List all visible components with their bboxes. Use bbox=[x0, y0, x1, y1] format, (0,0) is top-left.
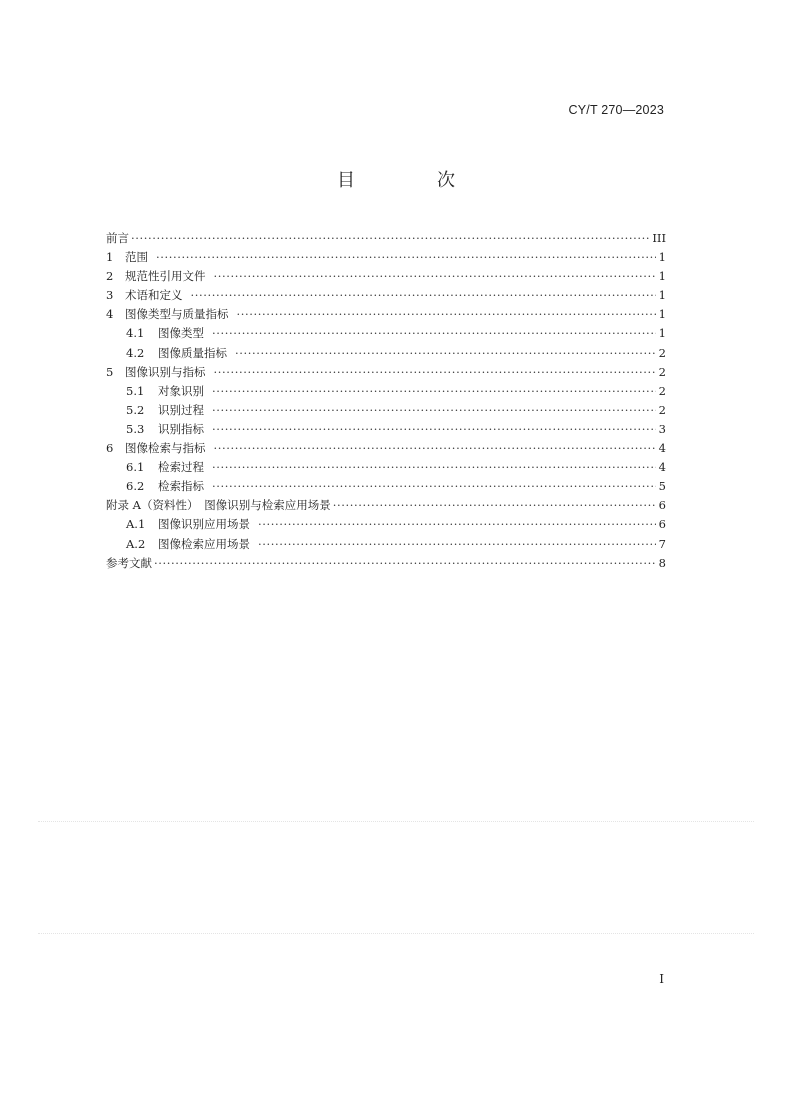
toc-entry-label: 参考文献 bbox=[106, 555, 152, 570]
dot-leader bbox=[191, 286, 657, 305]
toc-entry-number: 4 bbox=[106, 307, 114, 322]
page-folio: I bbox=[659, 972, 664, 986]
dot-leader bbox=[237, 305, 657, 324]
toc-entry-page: 2 bbox=[658, 383, 666, 398]
toc-entry-label: 检索指标 bbox=[158, 479, 204, 494]
toc-entry-label: 识别过程 bbox=[158, 402, 204, 417]
dot-leader bbox=[212, 382, 656, 401]
toc-entry-page: 6 bbox=[658, 517, 666, 532]
dot-leader bbox=[214, 439, 657, 458]
toc-entry-label: 图像类型与质量指标 bbox=[125, 307, 229, 322]
divider bbox=[38, 933, 754, 934]
dot-leader bbox=[154, 554, 656, 573]
toc-entry-number: 4.2 bbox=[126, 345, 145, 360]
toc-entry-number: 3 bbox=[106, 288, 114, 303]
toc-entry-label: 附录 A（资料性） 图像识别与检索应用场景 bbox=[106, 498, 331, 513]
toc-entry-page: 2 bbox=[658, 345, 666, 360]
toc-entry-label: 图像类型 bbox=[158, 326, 204, 341]
toc-entry[interactable] bbox=[106, 286, 666, 305]
toc-entry-number: 4.1 bbox=[126, 326, 145, 341]
toc-entry-page: 4 bbox=[658, 460, 666, 475]
toc-entry-page: 1 bbox=[658, 326, 666, 341]
toc-entry[interactable] bbox=[106, 439, 666, 458]
toc-entry[interactable] bbox=[106, 535, 666, 554]
toc-entry-number: 5.2 bbox=[126, 402, 145, 417]
toc-entry-label: 图像识别与指标 bbox=[125, 364, 206, 379]
toc-entry[interactable] bbox=[106, 554, 666, 573]
toc-entry-page: 6 bbox=[658, 498, 666, 513]
standard-code: CY/T 270—2023 bbox=[568, 103, 664, 117]
toc-entry-page: 4 bbox=[658, 441, 666, 456]
table-of-contents bbox=[106, 229, 666, 573]
toc-entry-label: 图像检索应用场景 bbox=[158, 536, 250, 551]
toc-entry[interactable] bbox=[106, 477, 666, 496]
dot-leader bbox=[212, 401, 656, 420]
toc-entry-label: 图像识别应用场景 bbox=[158, 517, 250, 532]
toc-entry[interactable] bbox=[106, 324, 666, 343]
toc-entry-number: 5.3 bbox=[126, 421, 145, 436]
toc-entry-label: 图像检索与指标 bbox=[125, 441, 206, 456]
dot-leader bbox=[212, 458, 656, 477]
toc-entry-number: 5 bbox=[106, 364, 114, 379]
toc-entry[interactable] bbox=[106, 305, 666, 324]
toc-entry-page: 3 bbox=[658, 421, 666, 436]
dot-leader bbox=[214, 267, 657, 286]
toc-entry[interactable] bbox=[106, 515, 666, 534]
toc-entry-page: 1 bbox=[658, 250, 666, 265]
toc-entry-number: 5.1 bbox=[126, 383, 145, 398]
toc-entry[interactable] bbox=[106, 248, 666, 267]
divider bbox=[38, 821, 754, 822]
dot-leader bbox=[235, 344, 656, 363]
toc-entry-number: 6.2 bbox=[126, 479, 145, 494]
toc-entry-number: 6 bbox=[106, 441, 114, 456]
toc-entry-page: 1 bbox=[658, 288, 666, 303]
toc-entry-label: 对象识别 bbox=[158, 383, 204, 398]
dot-leader bbox=[156, 248, 656, 267]
toc-entry[interactable] bbox=[106, 401, 666, 420]
toc-entry-label: 规范性引用文件 bbox=[125, 269, 206, 284]
dot-leader bbox=[258, 535, 656, 554]
toc-entry[interactable] bbox=[106, 344, 666, 363]
toc-entry-page: 5 bbox=[658, 479, 666, 494]
toc-entry-number: A.1 bbox=[126, 517, 146, 532]
toc-entry-page: III bbox=[652, 231, 666, 245]
toc-entry-page: 1 bbox=[658, 269, 666, 284]
toc-entry-label: 前言 bbox=[106, 231, 129, 245]
toc-entry[interactable] bbox=[106, 382, 666, 401]
toc-entry-number: A.2 bbox=[126, 536, 146, 551]
toc-entry[interactable] bbox=[106, 458, 666, 477]
toc-entry-label: 范围 bbox=[125, 250, 148, 265]
dot-leader bbox=[212, 324, 656, 343]
toc-entry-page: 2 bbox=[658, 402, 666, 417]
dot-leader bbox=[258, 515, 656, 534]
toc-entry-page: 8 bbox=[658, 555, 666, 570]
toc-entry[interactable] bbox=[106, 229, 666, 248]
toc-entry[interactable] bbox=[106, 420, 666, 439]
dot-leader bbox=[212, 477, 656, 496]
toc-entry[interactable] bbox=[106, 496, 666, 515]
toc-entry-page: 7 bbox=[658, 536, 666, 551]
toc-entry[interactable] bbox=[106, 363, 666, 382]
dot-leader bbox=[333, 496, 656, 515]
toc-entry-number: 1 bbox=[106, 250, 114, 265]
dot-leader bbox=[214, 363, 657, 382]
toc-entry-number: 6.1 bbox=[126, 460, 145, 475]
dot-leader bbox=[212, 420, 656, 439]
toc-entry-page: 1 bbox=[658, 307, 666, 322]
toc-entry-label: 检索过程 bbox=[158, 460, 204, 475]
toc-entry[interactable] bbox=[106, 267, 666, 286]
toc-entry-label: 图像质量指标 bbox=[158, 345, 227, 360]
dot-leader bbox=[131, 229, 650, 248]
toc-entry-label: 识别指标 bbox=[158, 421, 204, 436]
toc-entry-page: 2 bbox=[658, 364, 666, 379]
page-title: 目 次 bbox=[337, 170, 487, 191]
toc-entry-label: 术语和定义 bbox=[125, 288, 183, 303]
toc-entry-number: 2 bbox=[106, 269, 114, 284]
